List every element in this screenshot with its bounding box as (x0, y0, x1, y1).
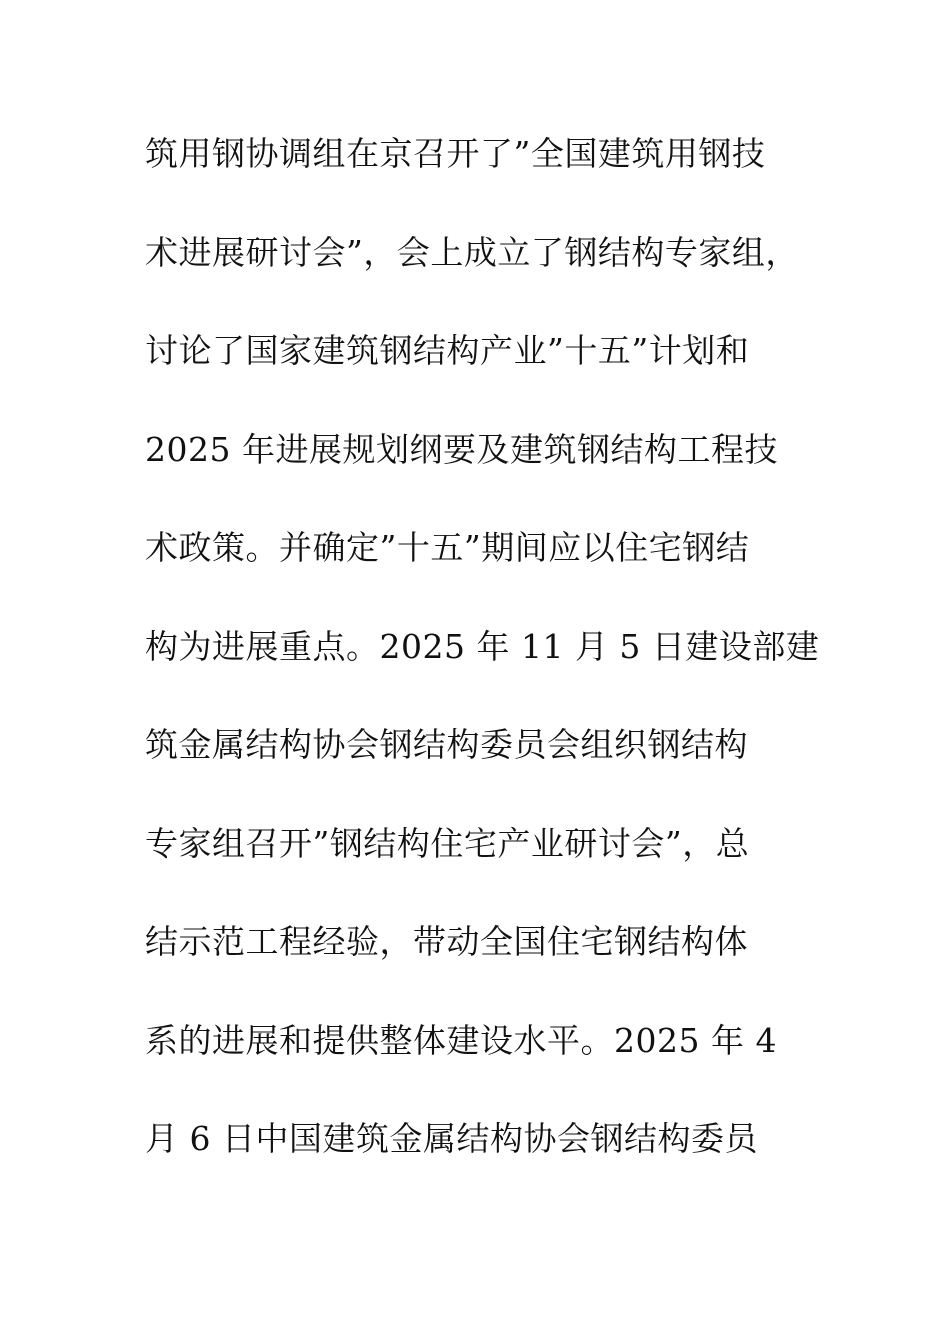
text-line: 2025 年进展规划纲要及建筑钢结构工程技 (145, 429, 778, 469)
text-line: 构为进展重点。2025 年 11 月 5 日建设部建 (145, 626, 820, 666)
text-line: 专家组召开”钢结构住宅产业研讨会”，总 (145, 823, 750, 863)
text-line: 筑用钢协调组在京召开了”全国建筑用钢技 (145, 134, 766, 173)
text-line: 术进展研讨会”，会上成立了钢结构专家组， (145, 232, 799, 272)
text-line: 系的进展和提供整体建设水平。2025 年 4 (145, 1020, 777, 1060)
text-line: 月 6 日中国建筑金属结构协会钢结构委员 (145, 1119, 758, 1158)
text-line: 结示范工程经验，带动全国住宅钢结构体 (145, 922, 748, 961)
text-line: 筑金属结构协会钢结构委员会组织钢结构 (145, 725, 748, 764)
body-text (145, 124, 845, 1208)
text-line: 术政策。并确定”十五”期间应以住宅钢结 (145, 528, 750, 567)
text-line: 讨论了国家建筑钢结构产业”十五”计划和 (145, 331, 750, 370)
